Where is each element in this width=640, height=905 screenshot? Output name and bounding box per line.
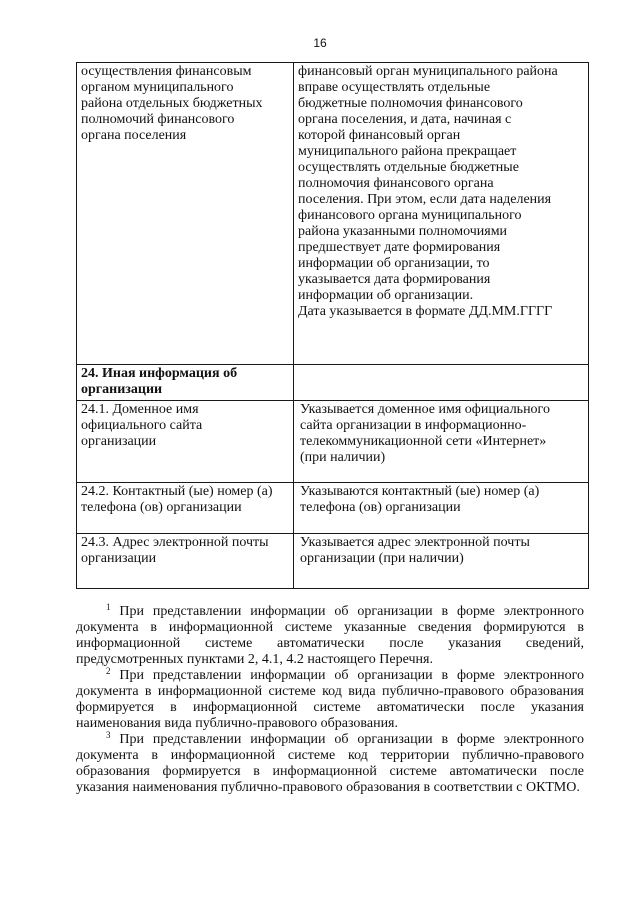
footnote-mark: 1 [106,602,111,612]
table-cell-description: Указывается адрес электронной почты организации (при наличии) [294,534,589,589]
footnote [76,732,584,796]
footnote [76,604,584,668]
table-row [77,63,589,365]
table-cell-field: 24.3. Адрес электронной почты организации [77,534,294,589]
footnote-text: При представлении информации об организации в форме электронного документа в информационной системе код вида публично-правового образования формируется в информационной системе автоматически после указания наименования вида публично-правового образования. [76,668,585,731]
table-cell-description: Указывается доменное имя официального сайта организации в информационно- телекоммуникационной сети «Интернет» (при наличии) [294,401,589,483]
table-cell-field: 24.2. Контактный (ые) номер (а) телефона (ов) организации [77,483,294,534]
table-cell-field: осуществления финансовым органом муниципального района отдельных бюджетных полномочий финансового органа поселения [77,63,294,365]
table-section-row [77,365,589,401]
organization-info-table [76,62,589,589]
table-row [77,534,589,589]
footnote-mark: 2 [106,666,111,676]
table-cell-empty [294,365,589,401]
table-row [77,401,589,483]
footnote-text: При представлении информации об организации в форме электронного документа в информационной системе код территории публично-правового образования формируется в информационной системе автоматически после указания наименования публично-правового образования в соответствии с ОКТМО. [76,732,585,795]
table-row [77,483,589,534]
section-heading: 24. Иная информация об организации [77,365,294,401]
footnotes [76,604,584,796]
table-cell-description: финансовый орган муниципального района вправе осуществлять отдельные бюджетные полномочия финансового органа поселения, и дата, начиная с которой финансовый орган муниципального района прекращает осуществлять отдельные бюджетные полномочия финансового органа поселения. При этом, если дата наделения финансового органа муниципального района указанными полномочиями предшествует дате формирования информации об организации, то указывается дата формирования информации об организации. Дата указывается в формате ДД.ММ.ГГГГ [294,63,589,365]
footnote-text: При представлении информации об организации в форме электронного документа в информационной системе указанные сведения формируются в информационной системе автоматически после указания сведений, предусмотренных пунктами 2, 4.1, 4.2 настоящего Перечня. [76,604,585,667]
footnote-mark: 3 [106,730,111,740]
footnote [76,668,584,732]
table-cell-field: 24.1. Доменное имя официального сайта организации [77,401,294,483]
table-cell-description: Указываются контактный (ые) номер (а) телефона (ов) организации [294,483,589,534]
page-number: 16 [313,36,327,50]
